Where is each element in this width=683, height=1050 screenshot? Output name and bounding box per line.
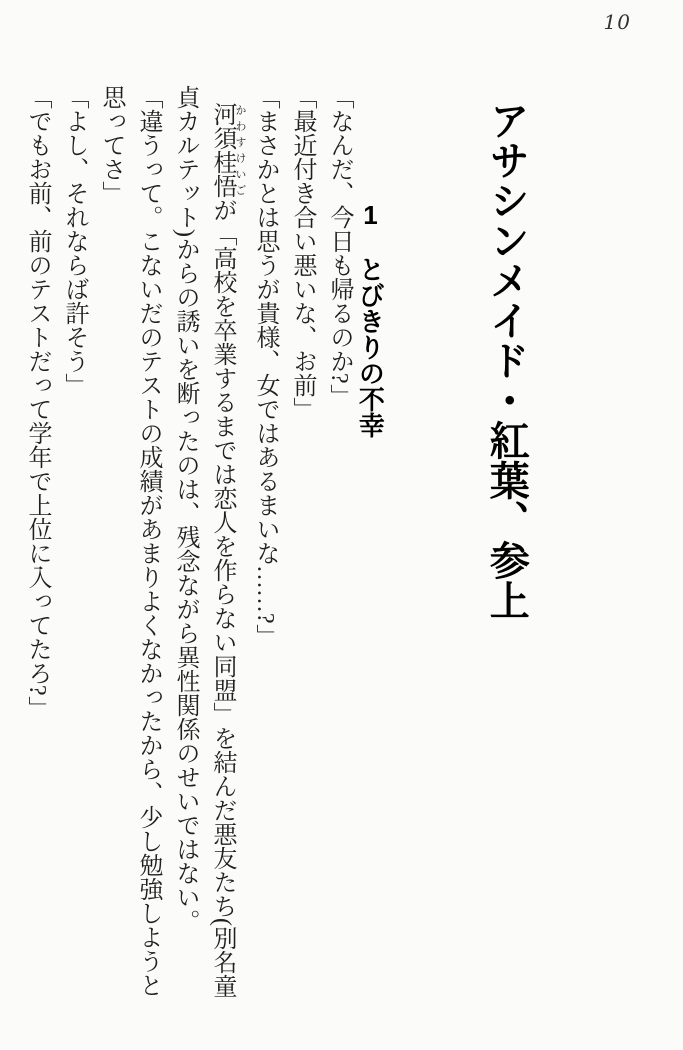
page-number: 10 [603, 10, 631, 34]
dialogue-line: 「まさかとは思うが貴様、女ではあるまいな……?」 [252, 85, 278, 648]
ruby-annotation [209, 101, 246, 150]
section-title: とびきりの不幸 [355, 256, 386, 438]
ruby-annotation [209, 149, 246, 198]
chapter-title: アサシンメイド・紅葉、参上 [484, 100, 529, 620]
dialogue-line: 「なんだ、今日も帰るのか?」 [326, 85, 352, 408]
ruby-base: 桂悟 [209, 149, 235, 198]
dialogue-line: 「最近付き合い悪いな、お前」 [289, 85, 315, 421]
dialogue-line: 「違うって。こないだのテストの成績があまりよくなかったから、少し勉強しようと思ってさ」 [98, 85, 161, 997]
ruby-furigana: けいご [234, 149, 246, 198]
narration-text: が「高校を卒業するまでは恋人を作らない同盟」を結んだ悪友たち(別名童貞カルテット)からの誘いを断ったのは、残念ながら異性関係のせいではない。 [172, 85, 235, 998]
narration-paragraph [166, 85, 246, 1005]
ruby-furigana: かわす [234, 101, 246, 150]
section-number: 1 [355, 200, 386, 230]
section-heading [355, 200, 386, 900]
dialogue-line: 「よし、それならば許そう」 [61, 85, 87, 397]
ruby-base: 河須 [209, 101, 235, 150]
body-text [12, 85, 357, 1005]
dialogue-line: 「でもお前、前のテストだって学年で上位に入ってたろ?」 [24, 85, 50, 720]
